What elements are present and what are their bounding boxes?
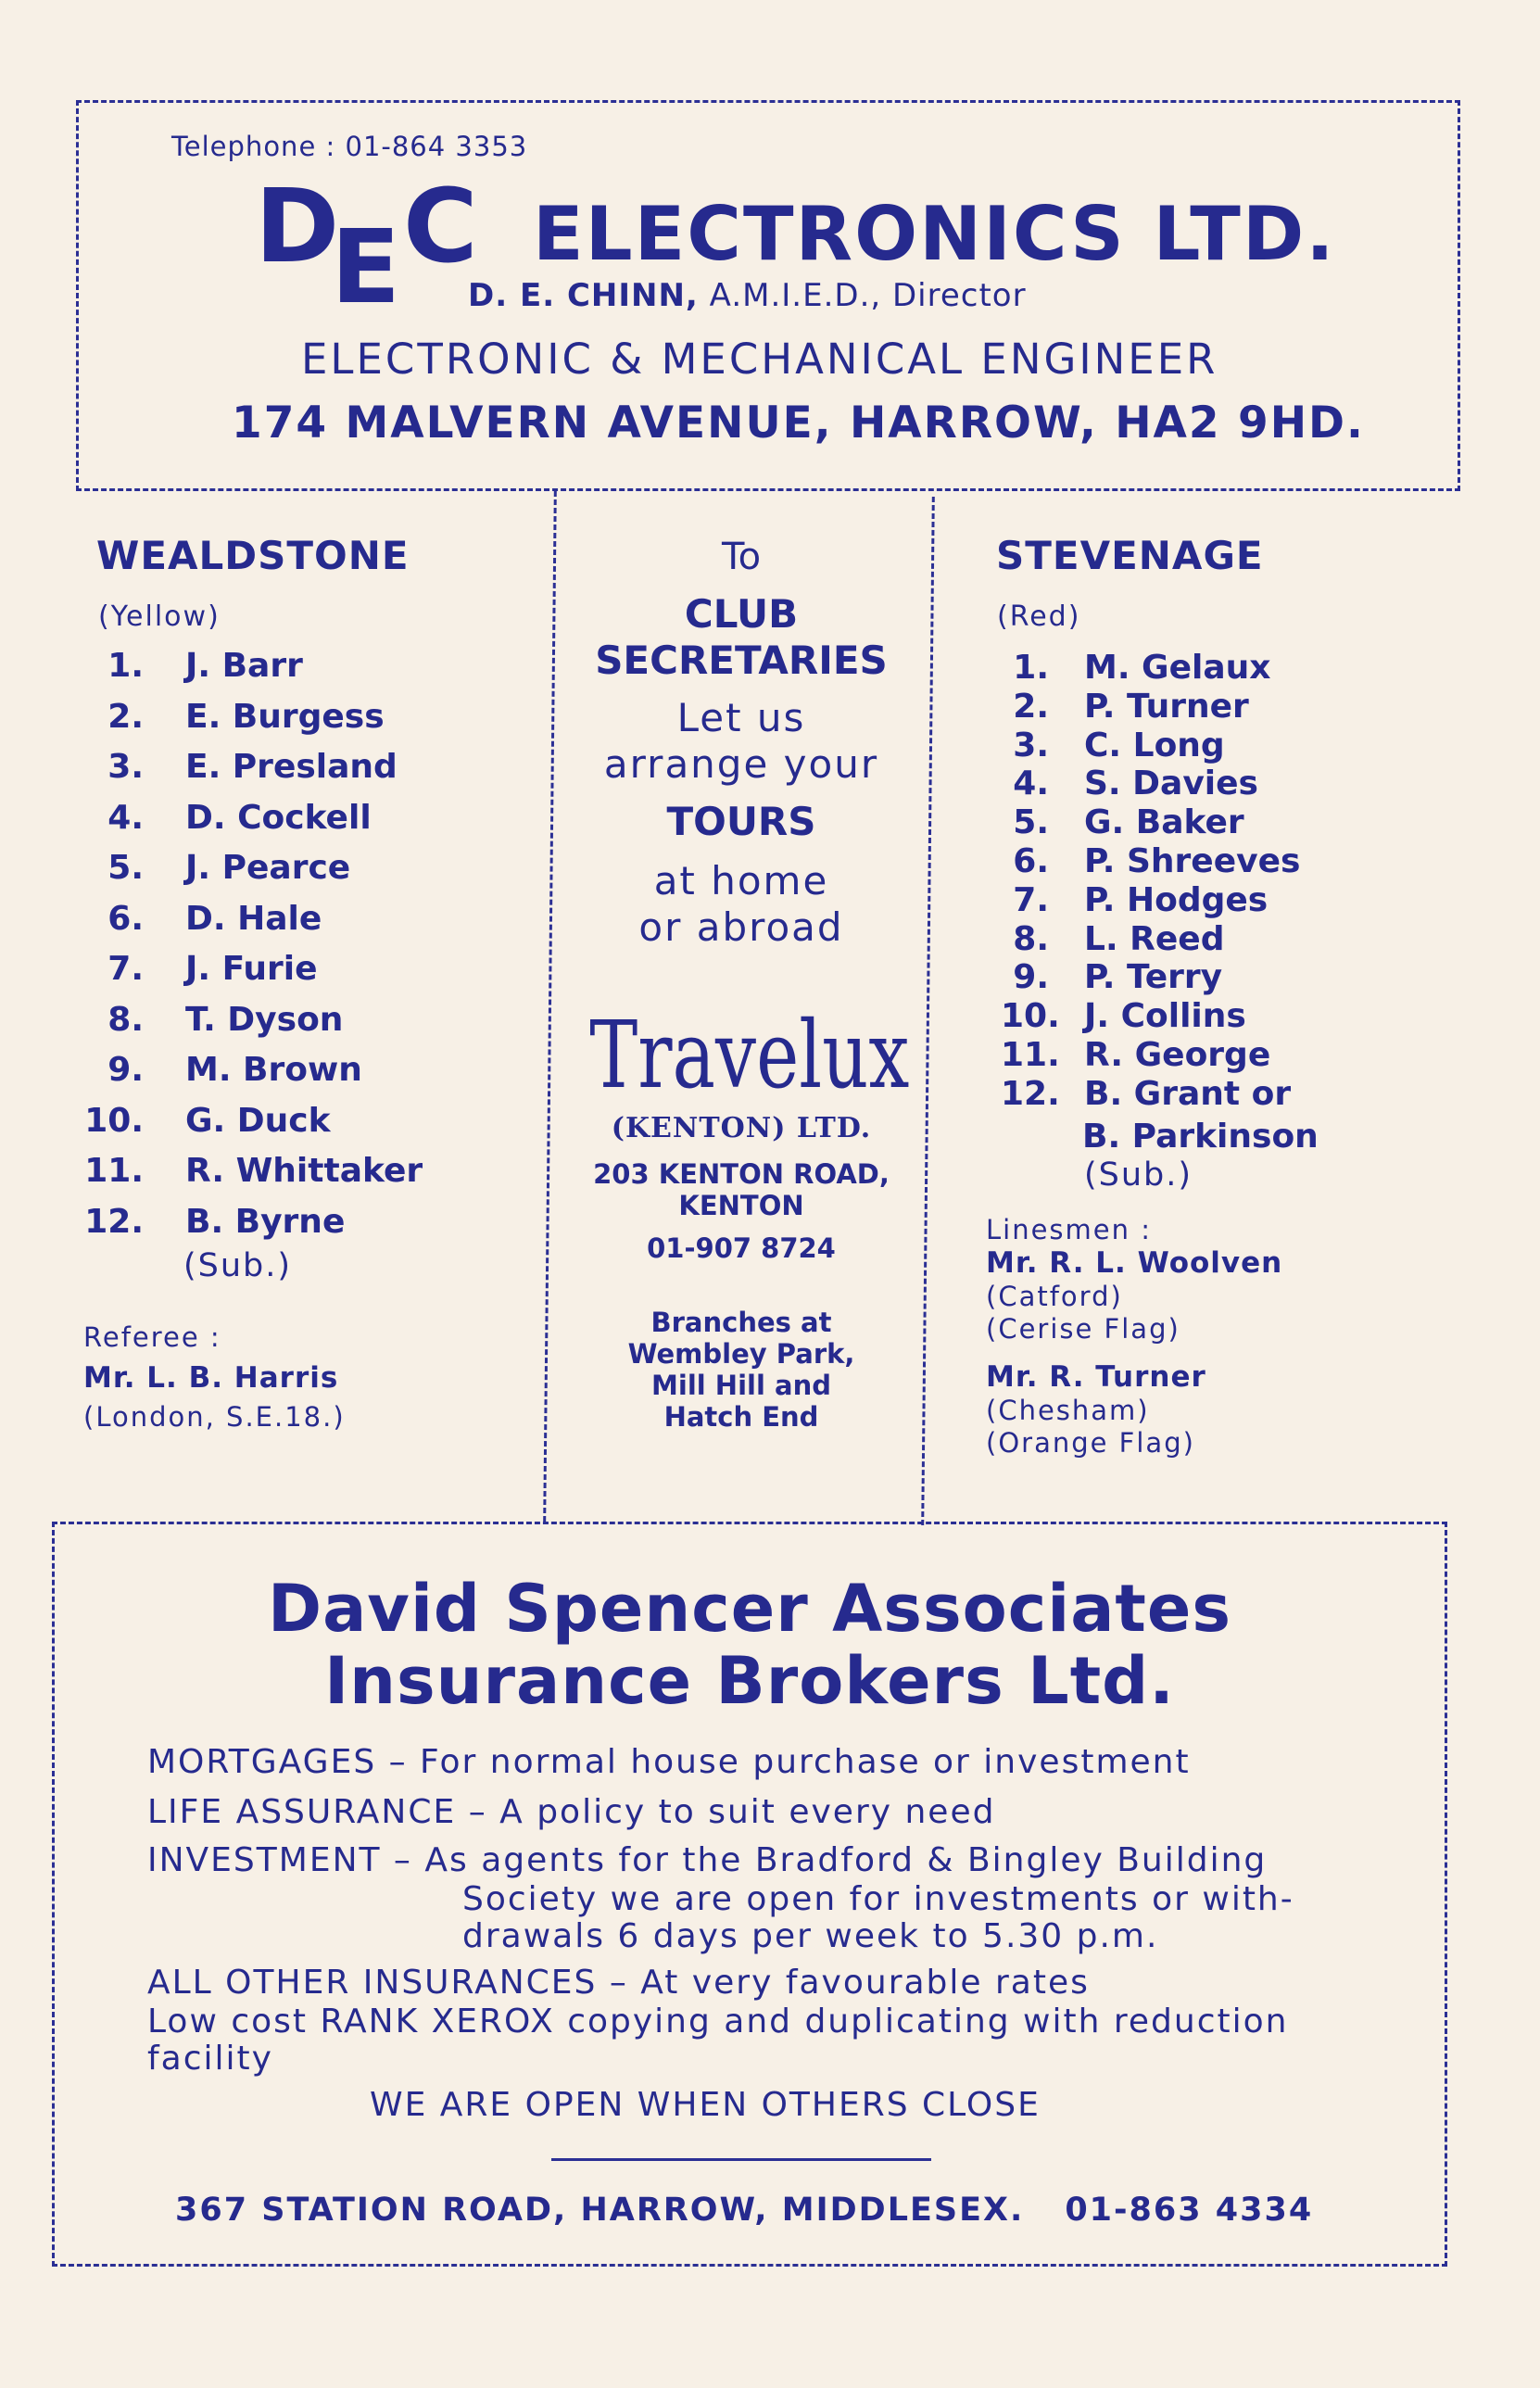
stevenage-sub-note: (Sub.): [1084, 1156, 1193, 1194]
wealdstone-player-row: [83, 799, 482, 850]
stevenage-alt-sub: B. Parkinson: [1082, 1118, 1319, 1156]
referee-label: Referee :: [83, 1321, 221, 1353]
wealdstone-player-name: J. Pearce: [185, 849, 351, 887]
insurance-advert: [52, 1522, 1447, 2267]
wealdstone-player-name: R. Whittaker: [185, 1152, 423, 1190]
stevenage-player-name: L. Reed: [1084, 919, 1225, 958]
travelux-company: (KENTON) LTD.: [611, 1112, 872, 1144]
wealdstone-player-row: [83, 1102, 482, 1153]
wealdstone-player-name: J. Barr: [185, 647, 303, 685]
wealdstone-player-number: 3.: [107, 748, 144, 786]
wealdstone-player-name: E. Burgess: [185, 697, 385, 736]
wealdstone-sub-note: (Sub.): [183, 1247, 293, 1284]
linesman-2-from: (Chesham): [986, 1394, 1150, 1426]
wealdstone-player-name: G. Duck: [185, 1101, 331, 1140]
travelux-at-home: at home: [653, 858, 829, 903]
insurance-title-1: David Spencer Associates: [267, 1571, 1232, 1647]
dec-address: 174 MALVERN AVENUE, HARROW, HA2 9HD.: [232, 398, 1365, 449]
travelux-branches-1: Branches at: [650, 1307, 832, 1338]
stevenage-player-name: J. Collins: [1084, 997, 1246, 1036]
insurance-title-2: Insurance Brokers Ltd.: [324, 1643, 1175, 1719]
wealdstone-player-row: [83, 647, 482, 698]
wealdstone-player-name: B. Byrne: [185, 1202, 346, 1241]
insurance-divider: [551, 2158, 931, 2161]
wealdstone-player-number: 10.: [84, 1101, 144, 1140]
wealdstone-player-row: [83, 900, 482, 951]
wealdstone-player-name: E. Presland: [185, 748, 398, 786]
insurance-investment-2: Society we are open for investments or with-: [462, 1880, 1294, 1918]
insurance-investment-3: drawals 6 days per week to 5.30 p.m.: [462, 1917, 1159, 1955]
wealdstone-player-name: T. Dyson: [185, 1000, 344, 1039]
travelux-branches-2: Wembley Park,: [627, 1338, 855, 1370]
stevenage-player-number: 4.: [1013, 764, 1049, 803]
stevenage-player-name: P. Turner: [1084, 687, 1249, 726]
stevenage-player-name: C. Long: [1084, 726, 1225, 764]
wealdstone-title: WEALDSTONE: [96, 533, 410, 578]
insurance-slogan: WE ARE OPEN WHEN OTHERS CLOSE: [370, 2086, 1041, 2124]
insurance-investment: INVESTMENT – As agents for the Bradford & Bingley Building: [147, 1841, 1268, 1879]
linesman-2-flag: (Orange Flag): [986, 1426, 1195, 1459]
stevenage-player-number: 1.: [1013, 649, 1049, 687]
wealdstone-player-name: J. Furie: [185, 950, 318, 988]
wealdstone-player-number: 4.: [107, 798, 144, 837]
wealdstone-player-row: [83, 1051, 482, 1102]
wealdstone-player-row: [83, 1152, 482, 1203]
insurance-phone: 01-863 4334: [1065, 2192, 1314, 2229]
dec-telephone: Telephone : 01-864 3353: [171, 131, 528, 162]
wealdstone-player-row: [83, 698, 482, 749]
travelux-branches-4: Hatch End: [663, 1401, 819, 1433]
dec-logo-c: C: [403, 167, 478, 285]
travelux-secretaries: SECRETARIES: [595, 638, 888, 683]
stevenage-title: STEVENAGE: [996, 533, 1264, 578]
stevenage-player-name: P. Shreeves: [1084, 841, 1301, 880]
wealdstone-player-row: [83, 849, 482, 900]
stevenage-player-number: 2.: [1013, 687, 1049, 726]
travelux-town: KENTON: [678, 1190, 804, 1221]
dec-director-name: D. E. CHINN,: [468, 277, 699, 314]
insurance-xerox-2: facility: [147, 2040, 273, 2078]
wealdstone-colour: (Yellow): [98, 600, 221, 633]
stevenage-player-row: [1001, 803, 1390, 842]
stevenage-player-number: 9.: [1013, 958, 1049, 997]
stevenage-player-number: 3.: [1013, 726, 1049, 764]
linesmen: [986, 1214, 1282, 1459]
stevenage-player-row: [1001, 764, 1390, 803]
insurance-life-assurance: LIFE ASSURANCE – A policy to suit every need: [147, 1793, 996, 1831]
stevenage-player-name: R. George: [1084, 1035, 1271, 1074]
dec-company-name: ELECTRONICS LTD.: [533, 191, 1336, 277]
stevenage-player-name: B. Grant or: [1084, 1074, 1292, 1113]
stevenage-team-list: [1001, 649, 1390, 1114]
wealdstone-player-number: 1.: [107, 647, 144, 685]
insurance-address: [175, 2192, 1313, 2229]
wealdstone-player-number: 2.: [107, 697, 144, 736]
dec-trade: ELECTRONIC & MECHANICAL ENGINEER: [301, 335, 1218, 384]
dec-electronics-advert: [76, 100, 1460, 491]
stevenage-colour: (Red): [997, 600, 1081, 633]
travelux-let-us: Let us: [676, 695, 806, 740]
dec-director-title: A.M.I.E.D., Director: [709, 277, 1027, 314]
stevenage-player-number: 12.: [1001, 1074, 1060, 1113]
wealdstone-player-number: 5.: [107, 849, 144, 887]
insurance-xerox: Low cost RANK XEROX copying and duplicating with reduction: [147, 2003, 1289, 2041]
linesmen-label: Linesmen :: [986, 1214, 1153, 1245]
stevenage-player-row: [1001, 727, 1390, 765]
stevenage-player-number: 5.: [1013, 803, 1049, 842]
wealdstone-player-name: D. Cockell: [185, 798, 372, 837]
wealdstone-player-name: M. Brown: [185, 1051, 362, 1089]
wealdstone-player-number: 9.: [107, 1051, 144, 1089]
stevenage-player-number: 10.: [1001, 997, 1060, 1036]
stevenage-player-name: P. Hodges: [1084, 880, 1269, 919]
travelux-logo: Travelux: [589, 1001, 910, 1109]
wealdstone-player-name: D. Hale: [185, 899, 322, 938]
linesman-1-flag: (Cerise Flag): [986, 1312, 1180, 1345]
wealdstone-player-row: [83, 1001, 482, 1052]
travelux-branches-3: Mill Hill and: [651, 1370, 831, 1401]
travelux-club: CLUB: [684, 591, 799, 637]
referee-from: (London, S.E.18.): [83, 1400, 346, 1433]
stevenage-player-row: [1001, 842, 1390, 881]
stevenage-player-row: [1001, 649, 1390, 688]
stevenage-player-row: [1001, 881, 1390, 920]
insurance-other: ALL OTHER INSURANCES – At very favourable rates: [147, 1964, 1090, 2002]
dec-director: [468, 277, 1027, 314]
wealdstone-player-row: [83, 748, 482, 799]
wealdstone-player-row: [83, 1203, 482, 1254]
linesman-1-from: (Catford): [986, 1280, 1123, 1312]
stevenage-player-row: [1001, 997, 1390, 1036]
wealdstone-player-number: 7.: [107, 950, 144, 988]
wealdstone-player-number: 11.: [84, 1152, 144, 1190]
insurance-street: 367 STATION ROAD, HARROW, MIDDLESEX.: [175, 2192, 1025, 2229]
dec-logo-d: D: [255, 167, 340, 285]
dec-logo-e: E: [331, 208, 401, 326]
travelux-or-abroad: or abroad: [638, 904, 844, 950]
linesman-1-name: Mr. R. L. Woolven: [986, 1245, 1283, 1280]
stevenage-player-number: 7.: [1013, 880, 1049, 919]
stevenage-player-row: [1001, 958, 1390, 997]
insurance-mortgages: MORTGAGES – For normal house purchase or investment: [147, 1743, 1191, 1781]
wealdstone-player-number: 12.: [84, 1202, 144, 1241]
stevenage-player-row: [1001, 688, 1390, 727]
travelux-tours: TOURS: [666, 799, 816, 844]
stevenage-player-number: 8.: [1013, 919, 1049, 958]
dec-logo: [255, 167, 496, 326]
stevenage-player-row: [1001, 1036, 1390, 1075]
wealdstone-player-number: 6.: [107, 899, 144, 938]
referee: [83, 1321, 346, 1434]
travelux-phone: 01-907 8724: [647, 1232, 836, 1264]
stevenage-player-name: G. Baker: [1084, 803, 1244, 842]
travelux-arrange: arrange your: [603, 741, 879, 787]
stevenage-player-row: [1001, 920, 1390, 959]
travelux-to: To: [721, 536, 762, 578]
stevenage-player-row: [1001, 1075, 1390, 1114]
stevenage-player-number: 6.: [1013, 841, 1049, 880]
stevenage-player-name: S. Davies: [1084, 764, 1258, 803]
referee-name: Mr. L. B. Harris: [83, 1360, 339, 1395]
travelux-road: 203 KENTON ROAD,: [593, 1158, 890, 1190]
linesman-2-name: Mr. R. Turner: [986, 1359, 1206, 1394]
stevenage-player-name: M. Gelaux: [1084, 649, 1271, 687]
wealdstone-team-list: [83, 647, 482, 1253]
wealdstone-player-number: 8.: [107, 1000, 144, 1039]
stevenage-player-name: P. Terry: [1084, 958, 1223, 997]
stevenage-player-number: 11.: [1001, 1035, 1060, 1074]
wealdstone-player-row: [83, 950, 482, 1001]
